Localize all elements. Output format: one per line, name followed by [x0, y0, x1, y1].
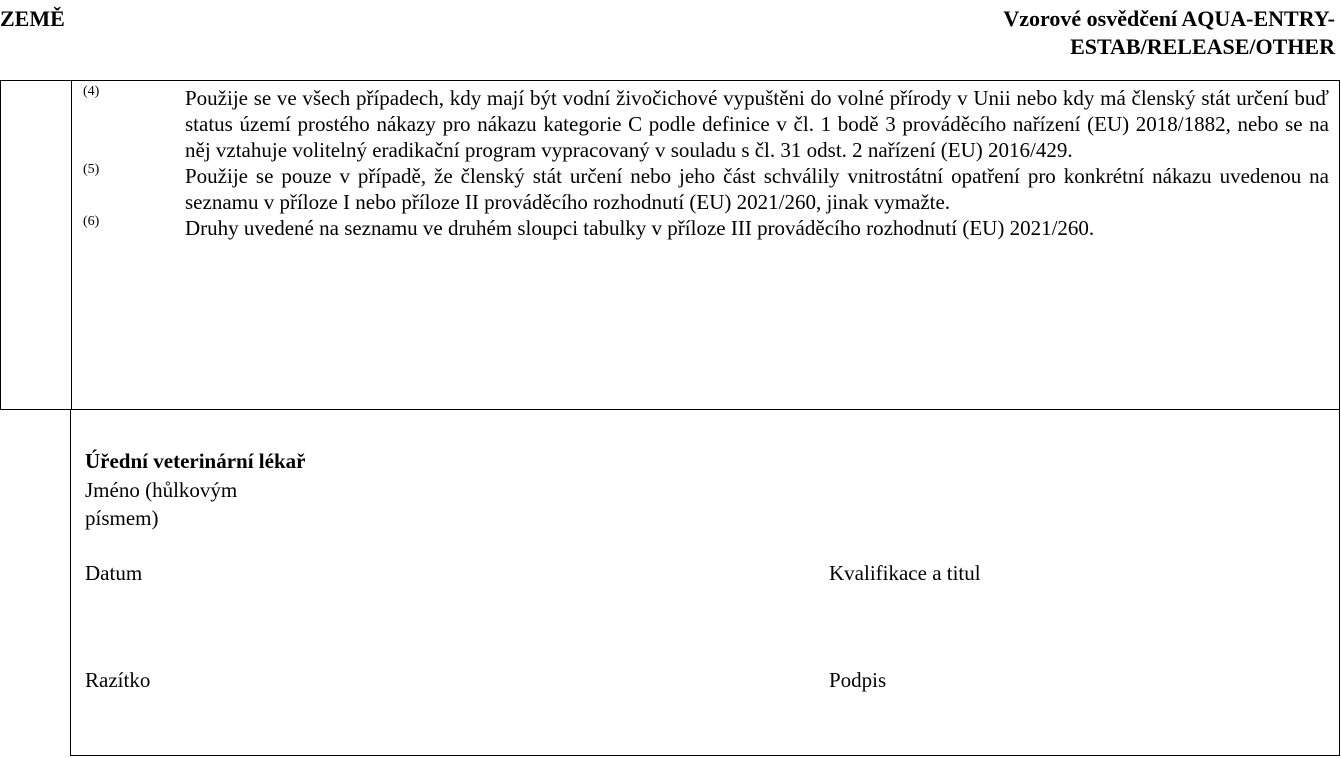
- note-text: Použije se pouze v případě, že členský stát určení nebo jeho část schválily vnitrostátní opatření pro konkrétní nákazu uvedenou na seznamu v příloze I nebo příloze II prováděcího rozhodnutí (EU) 2021/260, jinak vymažte.: [185, 164, 1329, 214]
- certificate-title-line-1: Vzorové osvědčení AQUA-ENTRY-: [1003, 6, 1335, 31]
- certificate-title-line-2: ESTAB/RELEASE/OTHER: [1070, 34, 1335, 59]
- note-number: (5): [83, 162, 100, 177]
- note-5: [73, 163, 1329, 215]
- note-6: [73, 215, 1329, 241]
- date-field-label: Datum: [85, 561, 143, 585]
- table-column-divider: [71, 81, 72, 409]
- note-number: (6): [83, 214, 100, 229]
- name-field-label: Jméno (hůlkovým písmem): [85, 478, 238, 530]
- note-text: Použije se ve všech případech, kdy mají být vodní živočichové vypuštěni do volné přírody v Unii nebo kdy má členský stát určení buď status území prostého nákazy pro nákazu kategorie C podle definice v čl. 1 bodě 3 prováděcího nařízení (EU) 2018/1882, nebo se na něj vztahuje volitelný eradikační program vypracovaný v souladu s čl. 31 odst. 2 nařízení (EU) 2016/429.: [185, 86, 1329, 162]
- certificate-title: [1003, 5, 1335, 61]
- signature-field-label: Podpis: [829, 668, 887, 692]
- notes-table: [0, 80, 1340, 410]
- note-4: [73, 85, 1329, 163]
- veterinarian-title: Úřední veterinární lékař: [85, 449, 306, 473]
- stamp-field-label: Razítko: [85, 668, 151, 692]
- veterinarian-signature-box: [70, 409, 1340, 756]
- qualification-field-label: Kvalifikace a titul: [829, 561, 981, 585]
- country-label: ZEMĚ: [0, 6, 65, 31]
- note-number: (4): [83, 84, 100, 99]
- notes-list: [73, 85, 1329, 241]
- note-text: Druhy uvedené na seznamu ve druhém sloupci tabulky v příloze III prováděcího rozhodnutí (EU) 2021/260.: [185, 216, 1095, 240]
